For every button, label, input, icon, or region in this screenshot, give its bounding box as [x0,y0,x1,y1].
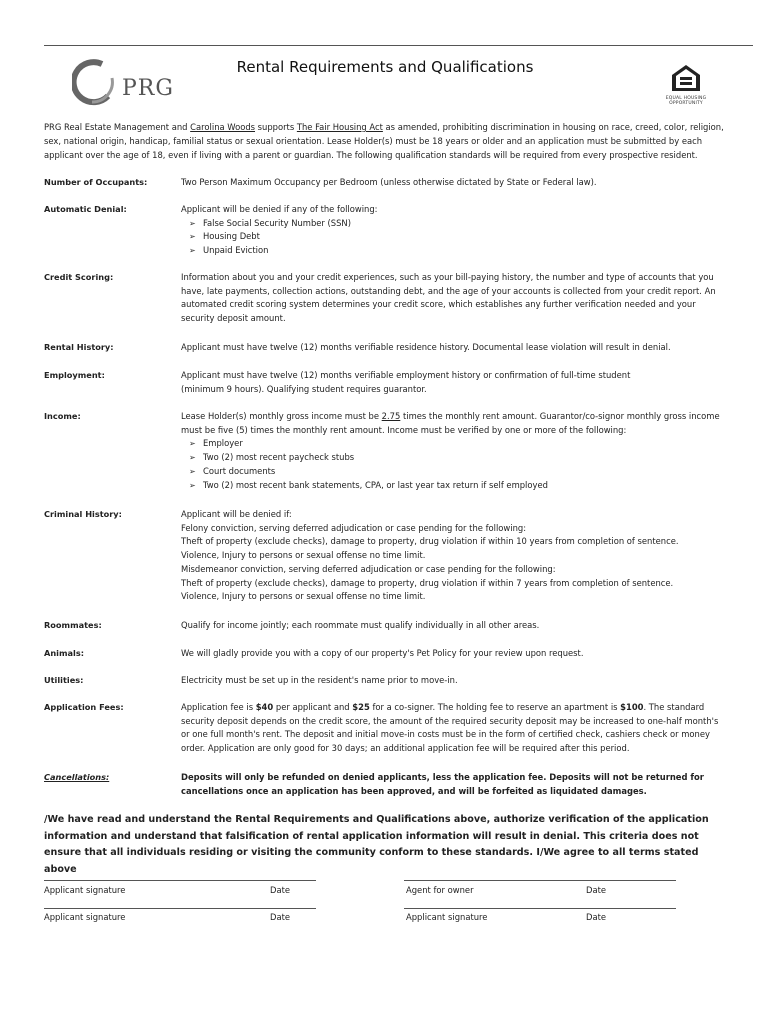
equal-housing-house-icon [671,64,701,92]
section-label: Criminal History: [44,509,122,519]
list-item: ➢ Court documents [181,465,724,479]
top-rule [44,45,753,46]
equal-housing-caption-2: OPPORTUNITY [669,101,703,106]
section-label: Income: [44,411,81,421]
intro-paragraph: PRG Real Estate Management and Carolina Woods supports The Fair Housing Act as amended, prohibiting discrimination in housing on race, creed, color, religion, sex, national origin, handicap, familial status or sexual orientation. Lease Holder(s) must be 18 years or older and an application must be submitted by each applicant over the age of 18, even if living with a parent or guardian. The following qualification standards will be required from every prospective resident. [44,122,724,160]
section-employment: Employment: Applicant must have twelve (12) months verifiable employment history or confirmation of full-time student (minimum 9 hours). Qualifying student requires guarantor. [44,370,631,394]
arrow-bullet-icon: ➢ [189,439,196,449]
arrow-bullet-icon: ➢ [189,453,196,463]
date-label: Date [586,885,607,895]
section-occupants [44,176,724,190]
section-text: Application fee is $40 per applicant and $25 for a co-signer. The holding fee to reserve an apartment is $100. The standard security deposit depends on the credit score, the amount of the required security deposit may be increased to one-half month's or one full month's rent. The deposit and initial move-in costs must be in the form of certified check, cashiers check or money order. Application are only good for 30 days; an additional application fee will be required after this period. [181,702,719,754]
section-income [44,410,724,492]
application-fee: $40 [255,702,274,712]
list-item: ➢ Housing Debt [181,230,724,244]
arrow-bullet-icon: ➢ [189,246,196,256]
equal-housing-caption-1: EQUAL HOUSING [665,96,707,101]
cosigner-fee: $25 [352,702,370,712]
section-text: Applicant will be denied if any of the following: [181,204,378,214]
section-text: Lease Holder(s) monthly gross income must be 2.75 times the monthly rent amount. Guarantor/co-signor monthly gross income must be five (5) times the monthly rent amount. Income must be verified by one or more of the following: [181,411,720,435]
fair-housing-act: The Fair Housing Act [296,122,383,132]
equal-housing-logo [664,64,708,106]
section-text: Electricity must be set up in the resident's name prior to move-in. [181,675,458,685]
applicant-signature-line-3[interactable] [404,908,676,909]
signature-label: Applicant signature [406,912,488,922]
section-text: Information about you and your credit experiences, such as your bill-paying history, the number and type of accounts that you have, late payments, collection actions, outstanding debt, and the age of your accounts is collected from your credit report. An automated credit scoring system determines your credit score, which establishes any further verification needed and your security deposit amount. [181,272,716,324]
logo-text: PRG [122,76,174,101]
applicant-signature-line-2[interactable] [44,908,316,909]
section-label: Utilities: [44,675,84,685]
section-label: Number of Occupants: [44,177,148,187]
section-text: Two Person Maximum Occupancy per Bedroom (unless otherwise dictated by State or Federal law). [181,177,597,187]
date-label: Date [270,912,291,922]
agent-signature-line[interactable] [404,880,676,881]
section-animals [44,647,724,661]
date-label: Date [586,912,607,922]
signature-label: Agent for owner [406,885,474,895]
income-ratio: 2.75 [381,411,401,421]
section-credit [44,271,724,326]
agreement-statement: /We have read and understand the Rental Requirements and Qualifications above, authorize verification of the application information and understand that falsification of rental application information will result in denial. This criteria does not ensure that all individuals residing or visiting the community conform to these standards. I/We agree to all terms stated above [44,814,709,875]
section-label: Rental History: [44,342,114,352]
section-label: Roommates: [44,620,102,630]
section-text: Deposits will only be refunded on denied applicants, less the application fee. Deposits will not be returned for cancellations once an application has been approved, and will be forfeited as liquidated damages. [181,772,704,796]
section-label: Credit Scoring: [44,272,114,282]
section-utilities [44,674,724,688]
list-item: ➢ Two (2) most recent paycheck stubs [181,451,724,465]
section-label: Application Fees: [44,702,124,712]
holding-fee: $100 [620,702,644,712]
date-label: Date [270,885,291,895]
section-cancellations [44,771,724,798]
section-fees [44,701,724,756]
section-label: Animals: [44,648,84,658]
list-item: ➢ Unpaid Eviction [181,244,724,258]
list-item: ➢ Employer [181,437,724,451]
arrow-bullet-icon: ➢ [189,480,196,490]
arrow-bullet-icon: ➢ [189,218,196,228]
section-text: Qualify for income jointly; each roommate must qualify individually in all other areas. [181,620,540,630]
section-label: Employment: [44,370,105,380]
property-name: Carolina Woods [190,122,256,132]
signature-label: Applicant signature [44,912,126,922]
section-rental-history [44,341,724,355]
list-item: ➢ False Social Security Number (SSN) [181,217,724,231]
arrow-bullet-icon: ➢ [189,466,196,476]
section-label: Automatic Denial: [44,204,127,214]
applicant-signature-line-1[interactable] [44,880,316,881]
section-label: Cancellations: [44,772,110,782]
signature-label: Applicant signature [44,885,126,895]
section-criminal: Criminal History: Applicant will be denied if: Felony conviction, serving deferred adjudication or case pending for the following: Theft of property (exclude checks), damage to property, drug violation if within 10 years from completion of sentence. Violence, Injury to persons or sexual offense no time limit. Misdemeanor conviction, serving deferred adjudication or case pending for the following: Theft of property (exclude checks), damage to property, drug violation if within 7 years from completion of sentence. Violence, Injury to persons or sexual offense no time limit. [44,509,679,602]
arrow-bullet-icon: ➢ [189,232,196,242]
section-text: We will gladly provide you with a copy of our property's Pet Policy for your review upon request. [181,648,584,658]
list-item: ➢ Two (2) most recent bank statements, CPA, or last year tax return if self employed [181,479,724,493]
page-title: Rental Requirements and Qualifications [236,58,534,76]
section-text: Applicant must have twelve (12) months verifiable residence history. Documental lease violation will result in denial. [181,342,671,352]
section-denial [44,203,724,258]
section-roommates [44,619,724,633]
